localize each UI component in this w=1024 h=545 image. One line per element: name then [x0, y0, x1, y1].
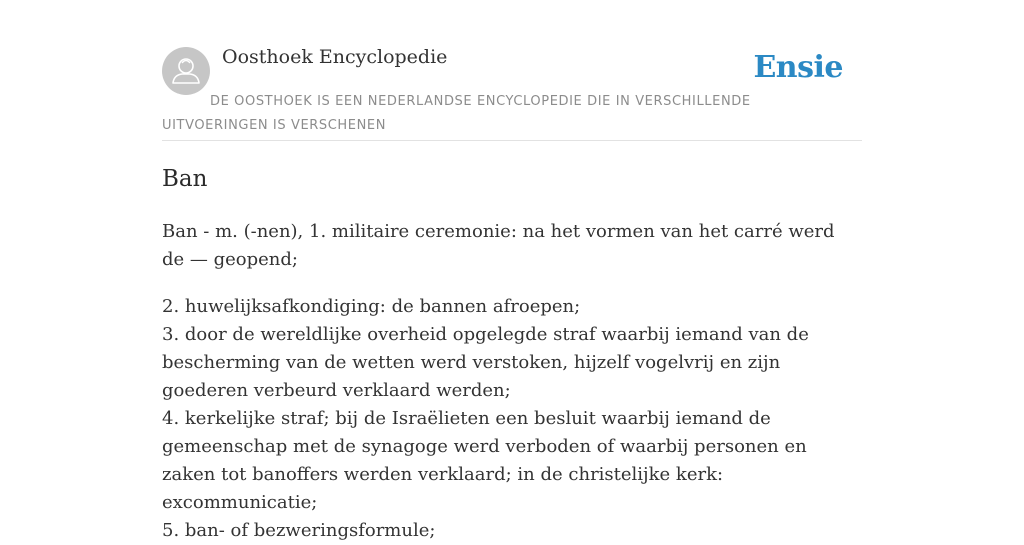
site-tagline: DE OOSTHOEK IS EEN NEDERLANDSE ENCYCLOPEDIE DIE IN VERSCHILLENDE UITVOERINGEN IS VERSCHENEN [162, 94, 751, 133]
definition-item: 5. ban- of bezweringsformule; [162, 520, 436, 541]
user-icon-graphic [162, 47, 210, 95]
definition-item: 2. huwelijksafkondiging: de bannen afroepen; [162, 296, 581, 317]
definition-list [162, 293, 862, 545]
brand-logo[interactable]: Ensie [753, 50, 843, 85]
entry-intro: Ban - m. (-nen), 1. militaire ceremonie: na het vormen van het carré werd de — geopend; [162, 221, 835, 270]
user-icon[interactable] [162, 47, 210, 95]
entry-title: Ban [162, 166, 208, 192]
definition-item: 3. door de wereldlijke overheid opgelegde straf waarbij iemand van de bescherming van de wetten werd verstoken, hijzelf vogelvrij en zijn goederen verbeurd verklaard werden; [162, 324, 809, 401]
site-title[interactable]: Oosthoek Encyclopedie [222, 46, 448, 68]
definition-item: 4. kerkelijke straf; bij de Israëlieten een besluit waarbij iemand de gemeenschap met de synagoge werd verboden of waarbij personen en zaken tot banoffers werden verklaard; in de christelijke kerk: excommunicatie; [162, 408, 807, 513]
site-header [162, 40, 862, 141]
article [162, 162, 862, 545]
